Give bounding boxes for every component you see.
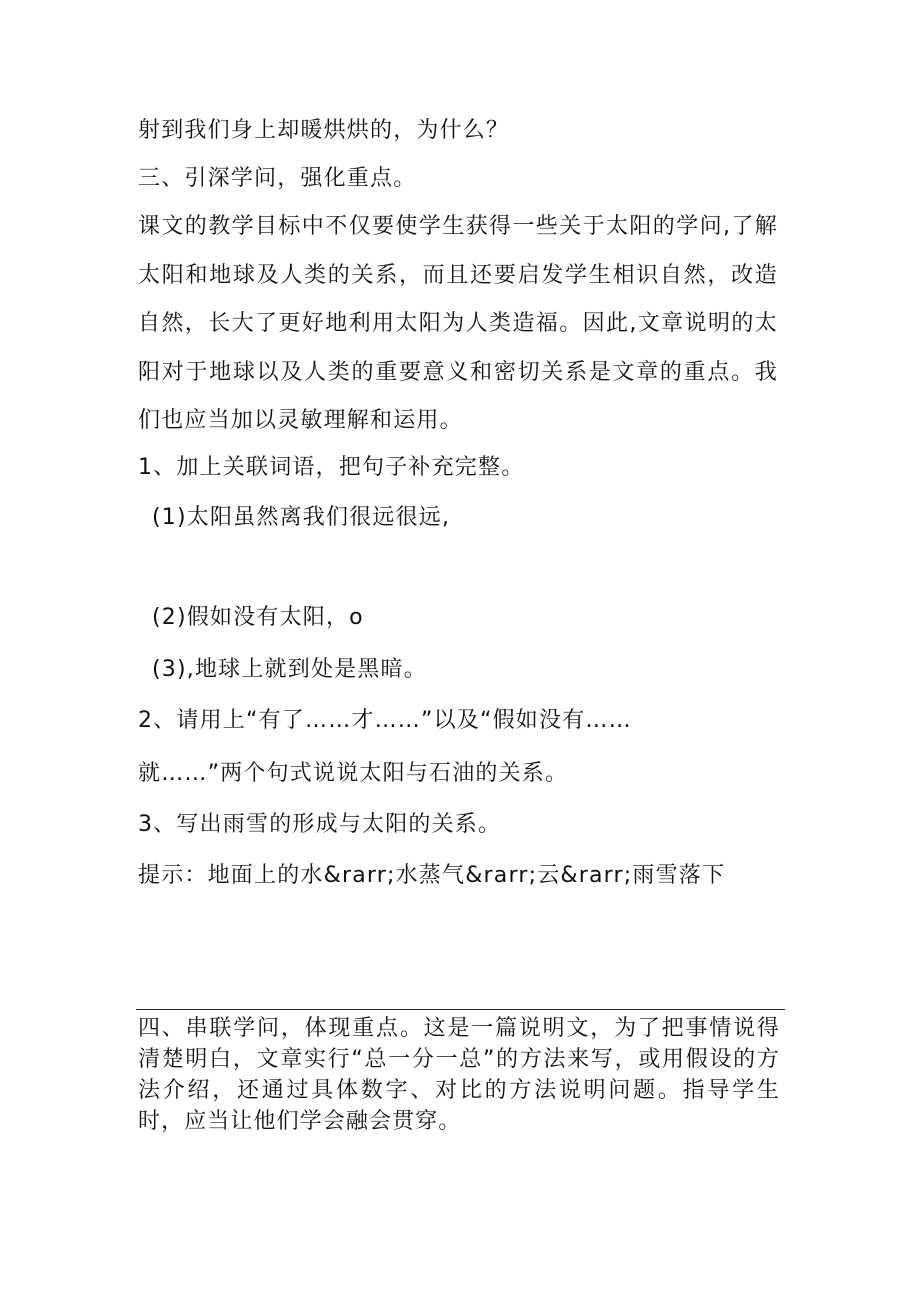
section-divider (136, 1009, 785, 1010)
exercise-one-prompt: 1、加上关联词语，把句子补充完整。 (138, 455, 525, 480)
exercise-one-item-2: (2)假如没有太阳，o (152, 605, 364, 630)
exercise-one-item-3: (3),地球上就到处是黑暗。 (152, 657, 427, 682)
section-three-heading: 三、引深学问，强化重点。 (138, 166, 417, 191)
section-three-paragraph: 课文的教学目标中不仅要使学生获得一些关于太阳的学问,了解太阳和地球及人类的关系，而且还要启发学生相识自然，改造自然，长大了更好地利用太阳为人类造福。因此,文章说明的太阳对于地球以及人类的重要意义和密切关系是文章的重点。我们也应当加以灵敏理解和运用。 (138, 214, 778, 433)
exercise-three-prompt: 3、写出雨雪的形成与太阳的关系。 (138, 812, 502, 837)
exercise-two-line-2: 就……”两个句式说说太阳与石油的关系。 (138, 761, 569, 786)
text-line-continuation: 射到我们身上却暖烘烘的，为什么？ (138, 118, 510, 143)
exercise-two-line-1: 2、请用上“有了……才……”以及“假如没有…… (138, 708, 632, 733)
exercise-one-item-1: (1)太阳虽然离我们很远很远, (152, 505, 451, 530)
hint-text: 提示：地面上的水&rarr;水蒸气&rarr;云&rarr;雨雪落下 (138, 863, 726, 888)
section-four-paragraph: 四、串联学问，体现重点。这是一篇说明文，为了把事情说得清楚明白，文章实行“总一分一总”的方法来写，或用假设的方法介绍，还通过具体数字、对比的方法说明问题。指导学生时，应当让他们学会融会贯穿。 (138, 1016, 780, 1134)
